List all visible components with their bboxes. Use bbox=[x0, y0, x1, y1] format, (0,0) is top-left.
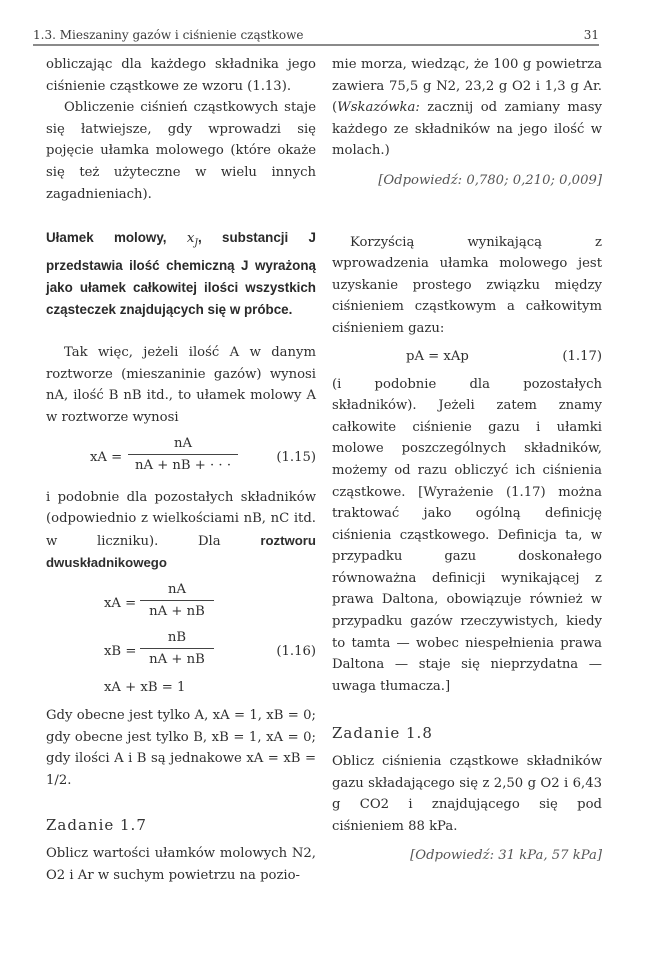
paragraph: i podobnie dla pozostałych składników (odpowiednio z wielkościami nB, nC itd. w liczniku). Dla roztworu dwuskładnikowego bbox=[46, 489, 316, 571]
eq-body: xA + xB = 1 bbox=[104, 679, 186, 695]
eq-lhs: xB = bbox=[104, 643, 137, 659]
header-rule bbox=[33, 44, 599, 46]
paragraph: (i podobnie dla pozostałych składników). Jeżeli zatem znamy całkowite ciśnienie gazu i ułamki molowe poszczególnych składników, możemy od razu obliczyć ich ciśnienia cząstkowe. [Wyrażenie (1.17) można traktować jako ogólną definicję ciśnienia cząstkowego. Definicja ta, w przypadku gazu doskonałego równoważna definicji wynikającej z prawa Daltona, obowiązuje również w przypadku gazów rzeczywistych, kiedy to tamta — wobec niespełnienia prawa Daltona — staje się nieprzydatna — uwaga tłumacza.] bbox=[332, 376, 602, 694]
left-column bbox=[46, 54, 316, 886]
eq-numerator: nB bbox=[140, 627, 214, 649]
equation-1-17 bbox=[332, 344, 602, 370]
equation-1-16a bbox=[46, 579, 316, 623]
eq-fraction bbox=[140, 627, 214, 670]
answer: [Odpowiedź: 31 kPa, 57 kPa] bbox=[410, 848, 602, 864]
eq-number: (1.15) bbox=[276, 449, 316, 465]
task-heading: Zadanie 1.8 bbox=[332, 724, 433, 743]
task-text: Oblicz ciśnienia cząstkowe składników gazu składającego się z 2,50 g O2 i 6,43 g CO2 i znajdującego się pod ciśnieniem 88 kPa. bbox=[332, 754, 602, 834]
eq-numerator: nA bbox=[128, 433, 238, 455]
task-text-continued: mie morza, wiedząc, że 100 g powietrza zawiera 75,5 g N2, 23,2 g O2 i 1,3 g Ar. (Wskazówka: zacznij od zamiany masy każdego ze składników na jego ilość w molach.) bbox=[332, 57, 602, 159]
task-heading: Zadanie 1.7 bbox=[46, 816, 147, 835]
hint-label: Wskazówka: bbox=[337, 100, 420, 116]
definition-text: , substancji J przedstawia ilość chemiczną J wyrażoną jako ułamek całkowitej ilości wszystkich cząsteczek znajdujących się w próbce. bbox=[46, 230, 316, 317]
eq-denominator: nA + nB + · · · bbox=[134, 457, 232, 473]
definition-term: Ułamek molowy, bbox=[46, 230, 187, 246]
paragraph: Tak więc, jeżeli ilość A w danym roztworze (mieszaninie gazów) wynosi nA, ilość B nB itd., to ułamek molowy A w roztworze wynosi bbox=[46, 345, 316, 425]
definition-box bbox=[46, 227, 316, 320]
eq-lhs: xA = bbox=[104, 595, 137, 611]
paragraph: Korzyścią wynikającą z wprowadzenia ułamka molowego jest uzyskanie prostego związku między ciśnieniem cząstkowym a całkowitym ciśnieniem gazu: bbox=[332, 234, 602, 336]
section-title: 1.3. Mieszaniny gazów i ciśnienie cząstkowe bbox=[33, 28, 304, 42]
definition-symbol: $x_J$ bbox=[186, 231, 198, 249]
paragraph: Gdy obecne jest tylko A, xA = 1, xB = 0; gdy obecne jest tylko B, xB = 1, xA = 0; gdy ilości A i B są jednakowe xA = xB = 1/2. bbox=[46, 707, 316, 788]
right-column bbox=[332, 54, 602, 867]
spacer bbox=[332, 192, 602, 232]
eq-body: pA = xAp bbox=[406, 348, 469, 364]
bold-term: roztworu dwuskładnikowego bbox=[46, 532, 316, 571]
task-text: Oblicz wartości ułamków molowych N2, O2 i Ar w suchym powietrzu na pozio- bbox=[46, 845, 316, 883]
equation-1-16b bbox=[46, 627, 316, 671]
eq-number: (1.16) bbox=[276, 643, 316, 659]
equation-1-16c bbox=[46, 675, 316, 701]
paragraph: Obliczenie ciśnień cząstkowych staje się łatwiejsze, gdy wprowadzi się pojęcie ułamka molowego (które okaże się też użyteczne w wielu innych zagadnieniach). bbox=[46, 100, 316, 202]
eq-denominator: nA + nB bbox=[149, 603, 205, 619]
eq-number: (1.17) bbox=[562, 348, 602, 364]
equation-1-15 bbox=[46, 433, 316, 483]
paragraph: obliczając dla każdego składnika jego ciśnienie cząstkowe ze wzoru (1.13). bbox=[46, 57, 316, 94]
eq-fraction bbox=[128, 433, 238, 476]
eq-fraction bbox=[140, 579, 214, 622]
answer: [Odpowiedź: 0,780; 0,210; 0,009] bbox=[378, 172, 602, 188]
eq-lhs: xA = bbox=[90, 449, 123, 465]
page-number: 31 bbox=[583, 28, 599, 42]
eq-numerator: nA bbox=[140, 579, 214, 601]
eq-denominator: nA + nB bbox=[149, 651, 205, 667]
